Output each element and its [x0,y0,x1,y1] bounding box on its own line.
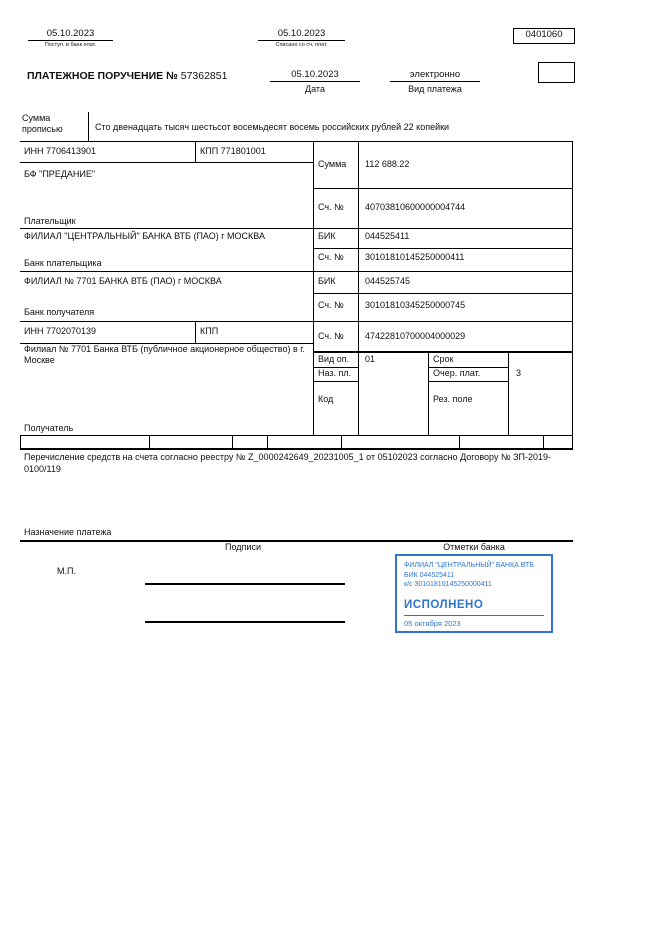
received-date-field [28,28,113,48]
amount-words-label: Сумма прописью [22,113,63,134]
seal-place-caption: М.П. [57,566,76,576]
table-line [20,228,573,229]
payee-kpp: КПП [200,326,219,336]
payment-kind-caption: Вид платежа [408,84,462,94]
document-title-label: ПЛАТЕЖНОЕ ПОРУЧЕНИЕ № [27,70,178,82]
payee-account-label: Сч. № [318,331,344,341]
field-cell-divider [232,435,233,448]
signatures-caption: Подписи [225,542,261,552]
payer-name: БФ "ПРЕДАНИЕ" [24,169,96,179]
payer-account-label: Сч. № [318,202,344,212]
bank-marks-caption: Отметки банка [443,542,505,552]
doc-date: 05.10.2023 [270,69,360,82]
field-cell-divider [572,435,573,448]
stamp-bank-name: ФИЛИАЛ "ЦЕНТРАЛЬНЫЙ" БАНКА ВТБ [404,562,534,569]
table-line [20,162,313,163]
payer-kpp: КПП 771801001 [200,146,266,156]
document-title [27,70,227,82]
doc-date-field [270,69,360,94]
written-off-date-caption: Списано со сч. плат. [275,42,328,48]
table-line [358,141,359,435]
amount-value: 112 688.22 [365,159,410,169]
table-line [313,351,573,353]
payment-kind-field [390,69,480,94]
term-label: Срок [433,354,454,364]
payment-kind: электронно [390,69,480,82]
payee-inn: ИНН 7702070139 [24,326,97,336]
payee-bank-account: 30101810345250000745 [365,300,466,310]
table-line [20,343,313,344]
payee-bank-bik: 044525745 [365,276,411,286]
op-kind-value: 01 [365,354,376,364]
doc-date-caption: Дата [305,84,325,94]
priority-value: 3 [516,368,522,378]
payer-caption: Плательщик [24,216,76,226]
bank-stamp [395,554,553,633]
amount-label: Сумма [318,159,347,169]
stamp-status: ИСПОЛНЕНО [404,598,484,611]
field-cell-divider [267,435,268,448]
op-kind-label: Вид оп. [318,354,350,364]
received-date-caption: Поступ. в банк плат. [44,42,97,48]
payee-bank-caption: Банк получателя [24,307,95,317]
table-line [195,321,196,343]
document-number: 57362851 [180,70,228,82]
field-cell-divider [543,435,544,448]
field-cell-divider [341,435,342,448]
purpose-bottom-line [20,540,573,542]
table-line [20,321,573,322]
signature-line-2 [145,621,345,623]
field-cell-divider [459,435,460,448]
table-line [572,141,573,435]
table-line [508,351,509,435]
received-date: 05.10.2023 [28,28,113,41]
payer-bank-bik: 044525411 [365,231,410,241]
payer-bank-caption: Банк плательщика [24,258,102,268]
table-line [428,351,429,435]
payer-bank-account: 30101810145250000411 [365,252,465,262]
table-line [195,141,196,162]
table-line [20,271,573,272]
table-line [313,381,358,382]
table-line [313,141,314,435]
code-label: Код [318,394,334,404]
reserve-field-label: Рез. поле [433,394,473,404]
table-line [20,435,573,436]
payer-bank-bik-label: БИК [318,231,336,241]
status-code-box [538,62,575,83]
stamp-bik: БИК 044525411 [404,571,455,579]
amount-words: Сто двенадцать тысяч шестьсот восемьдесят восемь российских рублей 22 копейки [95,122,450,132]
priority-label: Очер. плат. [433,368,481,378]
payee-account: 47422810700004000029 [365,331,466,341]
stamp-corr-account: к/с 30101810145250000411 [404,581,492,588]
payee-bank-name: ФИЛИАЛ № 7701 БАНКА ВТБ (ПАО) г МОСКВА [24,276,222,286]
table-line [20,141,573,142]
written-off-date: 05.10.2023 [258,28,345,41]
field-cell-divider [149,435,150,448]
written-off-date-field [258,28,345,48]
table-line [428,381,508,382]
payer-bank-name: ФИЛИАЛ "ЦЕНТРАЛЬНЫЙ" БАНКА ВТБ (ПАО) г МОСКВА [24,231,265,241]
form-code-box: 0401060 [513,28,575,44]
payee-bank-bik-label: БИК [318,276,336,286]
table-line [313,248,573,249]
payer-account: 40703810600000004744 [365,202,466,212]
signature-line-1 [145,583,345,585]
table-line [313,188,573,189]
payment-purpose-caption: Назначение платежа [24,527,112,537]
table-line [313,367,358,368]
purpose-code-label: Наз. пл. [318,368,352,378]
table-line [88,112,89,141]
payee-bank-account-label: Сч. № [318,300,344,310]
table-line [313,293,573,294]
payment-purpose-text: Перечисление средств на счета согласно реестру № Z_0000242649_20231005_1 от 05102023 согласно Договору № ЗП-2019-0100/119 [24,452,552,474]
table-line [20,448,573,450]
payee-name: Филиал № 7701 Банка ВТБ (публичное акционерное общество) в г. Москве [24,344,305,365]
table-line [428,367,508,368]
payer-inn: ИНН 7706413901 [24,146,97,156]
payee-caption: Получатель [24,423,74,433]
payer-bank-account-label: Сч. № [318,252,344,262]
field-cell-divider [20,435,21,448]
stamp-date: 05 октября 2023 [404,615,544,629]
